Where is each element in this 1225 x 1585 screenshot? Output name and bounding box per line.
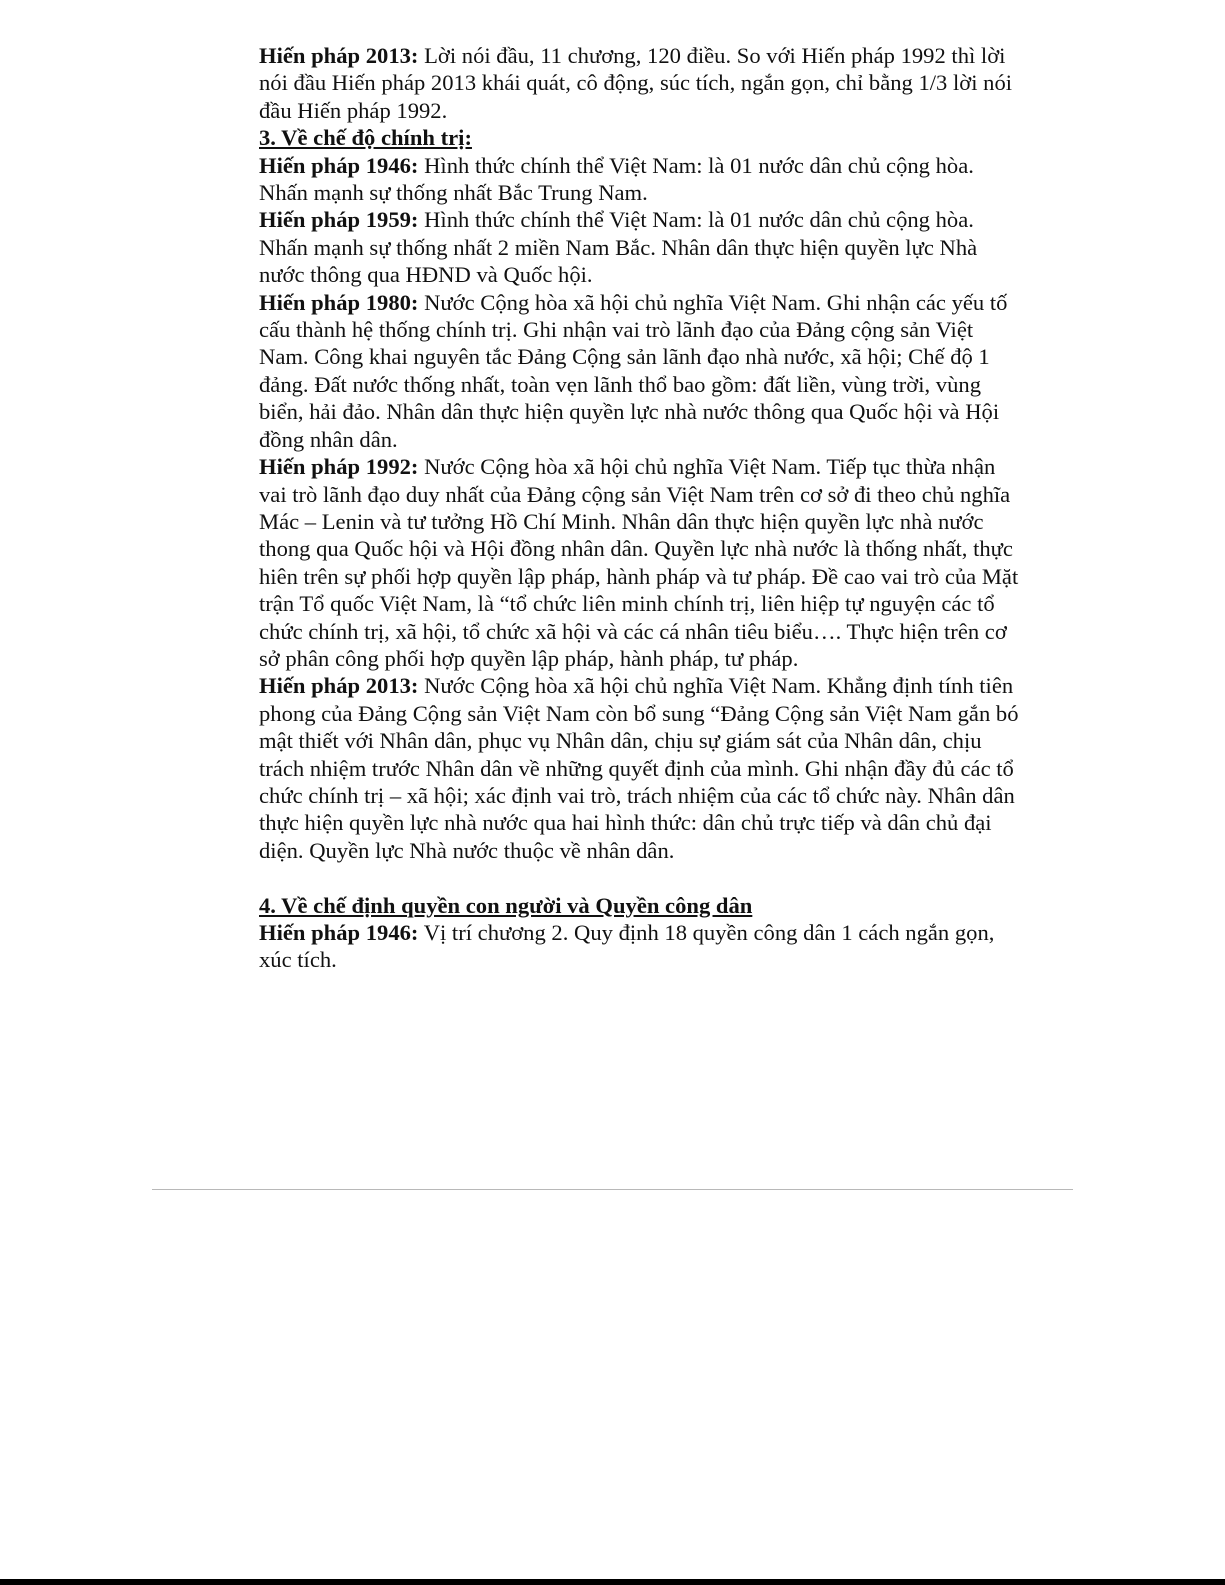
paragraph-text: Nước Cộng hòa xã hội chủ nghĩa Việt Nam. Khẳng định tính tiên phong của Đảng Cộng sản Việt Nam còn bổ sung “Đảng Cộng sản Việt Nam gắn bó mật thiết với Nhân dân, phục vụ Nhân dân, chịu sự giám sát của Nhân dân, chịu trách nhiệm trước Nhân dân về những quyết định của mình. Ghi nhận đầy đủ các tổ chức chính trị – xã hội; xác định vai trò, trách nhiệm của các tổ chức này. Nhân dân thực hiện quyền lực nhà nước qua hai hình thức: dân chủ trực tiếp và dân chủ đại diện. Quyền lực Nhà nước thuộc về nhân dân. [259,673,1019,863]
paragraph-rights-1946 [259,919,1027,974]
document-body [259,42,1027,974]
paragraph-text: Vị trí chương 2. Quy định 18 quyền công dân 1 cách ngắn gọn, xúc tích. [259,919,995,973]
paragraph-lead: Hiến pháp 1992: [259,454,419,480]
paragraph-text: Hình thức chính thể Việt Nam: là 01 nước dân chủ cộng hòa. Nhấn mạnh sự thống nhất 2 miền Nam Bắc. Nhân dân thực hiện quyền lực Nhà nước thông qua HĐND và Quốc hội. [259,207,978,288]
paragraph-lead: Hiến pháp 2013: [259,673,419,699]
paragraph-1946 [259,152,1027,207]
paragraph-text: Nước Cộng hòa xã hội chủ nghĩa Việt Nam. Ghi nhận các yếu tố cấu thành hệ thống chính trị. Ghi nhận vai trò lãnh đạo của Đảng cộng sản Việt Nam. Công khai nguyên tắc Đảng Cộng sản lãnh đạo nhà nước, xã hội; Chế độ 1 đảng. Đất nước thống nhất, toàn vẹn lãnh thổ bao gồm: đất liền, vùng trời, vùng biển, hải đảo. Nhân dân thực hiện quyền lực nhà nước thông qua Quốc hội và Hội đồng nhân dân. [259,289,1008,452]
blank-line [259,864,1027,891]
paragraph-1992 [259,453,1027,672]
section-heading-human-rights: 4. Về chế định quyền con người và Quyền công dân [259,892,753,918]
paragraph-lead: Hiến pháp 1980: [259,289,419,315]
paragraph-text: Hình thức chính thể Việt Nam: là 01 nước dân chủ cộng hòa. Nhấn mạnh sự thống nhất Bắc Trung Nam. [259,152,974,206]
intro-paragraph [259,42,1027,124]
page-divider [152,1189,1073,1190]
paragraph-lead: Hiến pháp 1946: [259,919,419,945]
paragraph-text: Nước Cộng hòa xã hội chủ nghĩa Việt Nam. Tiếp tục thừa nhận vai trò lãnh đạo duy nhất của Đảng cộng sản Việt Nam trên cơ sở đi theo chủ nghĩa Mác – Lenin và tư tưởng Hồ Chí Minh. Nhân dân thực hiện quyền lực nhà nước thong qua Quốc hội và Hội đồng nhân dân. Quyền lực nhà nước là thống nhất, thực hiên trên sự phối hợp quyền lập pháp, hành pháp và tư pháp. Đề cao vai trò của Mặt trận Tổ quốc Việt Nam, là “tổ chức liên minh chính trị, liên hiệp tự nguyện các tổ chức chính trị, xã hội, tổ chức xã hội và các cá nhân tiêu biểu…. Thực hiện trên cơ sở phân công phối hợp quyền lập pháp, hành pháp, tư pháp. [259,454,1019,671]
paragraph-lead: Hiến pháp 1959: [259,207,419,233]
paragraph-1959 [259,206,1027,288]
paragraph-text: Lời nói đầu, 11 chương, 120 điều. So với Hiến pháp 1992 thì lời nói đầu Hiến pháp 2013 khái quát, cô động, súc tích, ngắn gọn, chỉ bằng 1/3 lời nói đầu Hiến pháp 1992. [259,43,1013,123]
paragraph-2013 [259,672,1027,864]
paragraph-lead: Hiến pháp 1946: [259,152,419,178]
section-heading-political-regime: 3. Về chế độ chính trị: [259,125,472,151]
paragraph-lead: Hiến pháp 2013: [259,43,419,68]
page-bottom-edge [0,1579,1225,1585]
paragraph-1980 [259,289,1027,453]
